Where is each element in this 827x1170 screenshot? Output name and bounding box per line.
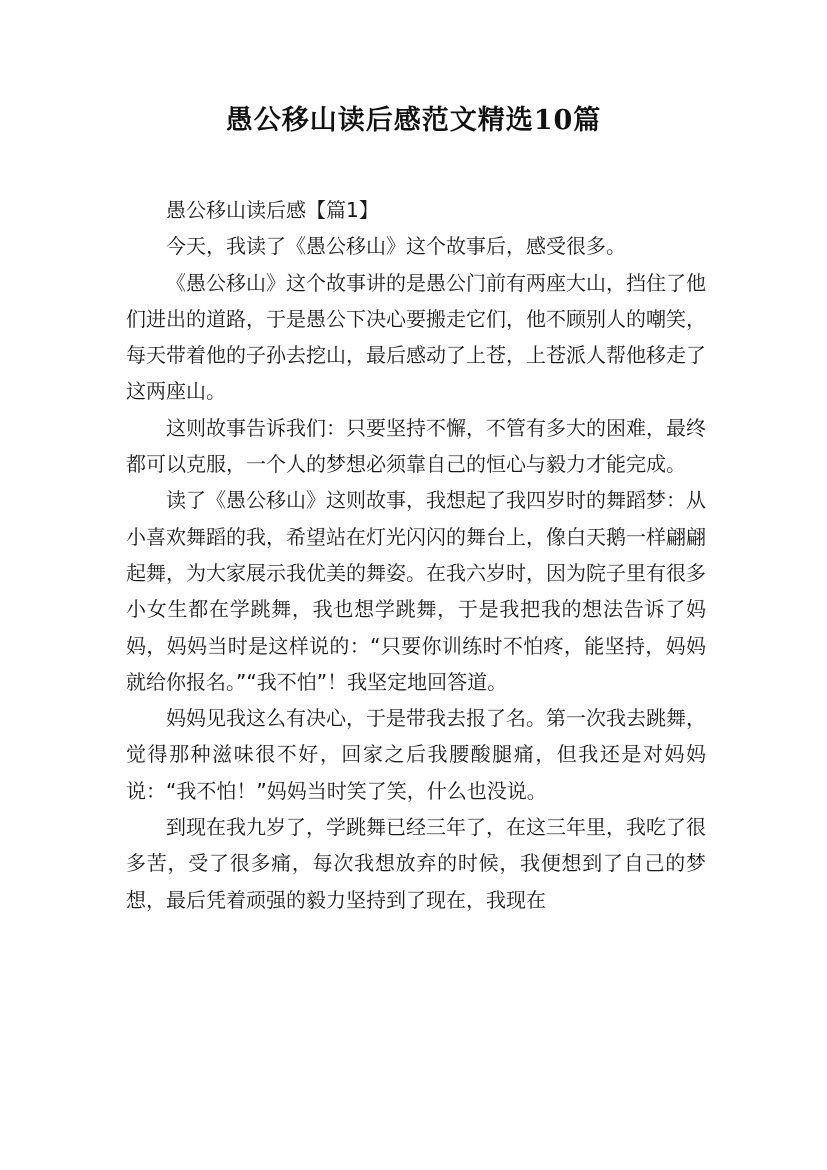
section-heading: 愚公移山读后感【篇1】: [166, 198, 379, 222]
paragraph: 《愚公移山》这个故事讲的是愚公门前有两座大山，挡住了他们进出的道路，于是愚公下决心要搬走它们，他不顾别人的嘲笑，每天带着他的子孙去挖山，最后感动了上苍，上苍派人帮他移走了这两座山。: [126, 270, 706, 404]
paragraph: 这则故事告诉我们：只要坚持不懈，不管有多大的困难，最终都可以克服，一个人的梦想必须靠自己的恒心与毅力才能完成。: [126, 415, 706, 477]
paragraph: 读了《愚公移山》这则故事，我想起了我四岁时的舞蹈梦：从小喜欢舞蹈的我，希望站在灯光闪闪的舞台上，像白天鹅一样翩翩起舞，为大家展示我优美的舞姿。在我六岁时，因为院子里有很多小女生都在学跳舞，我也想学跳舞，于是我把我的想法告诉了妈妈，妈妈当时是这样说的：“只要你训练时不怕疼，能坚持，妈妈就给你报名。”“我不怕”！我坚定地回答道。: [126, 488, 706, 694]
document-title: 愚公移山读后感范文精选10篇: [225, 105, 602, 136]
paragraph: 今天，我读了《愚公移山》这个故事后，感受很多。: [166, 234, 626, 259]
paragraph: 妈妈见我这么有决心，于是带我去报了名。第一次我去跳舞，觉得那种滋味很不好，回家之后我腰酸腿痛，但我还是对妈妈说：“我不怕！”妈妈当时笑了笑，什么也没说。: [126, 706, 706, 803]
paragraph: 到现在我九岁了，学跳舞已经三年了，在这三年里，我吃了很多苦，受了很多痛，每次我想放弃的时候，我便想到了自己的梦想，最后凭着顽强的毅力坚持到了现在，我现在: [126, 815, 706, 912]
document-body: [126, 192, 706, 918]
